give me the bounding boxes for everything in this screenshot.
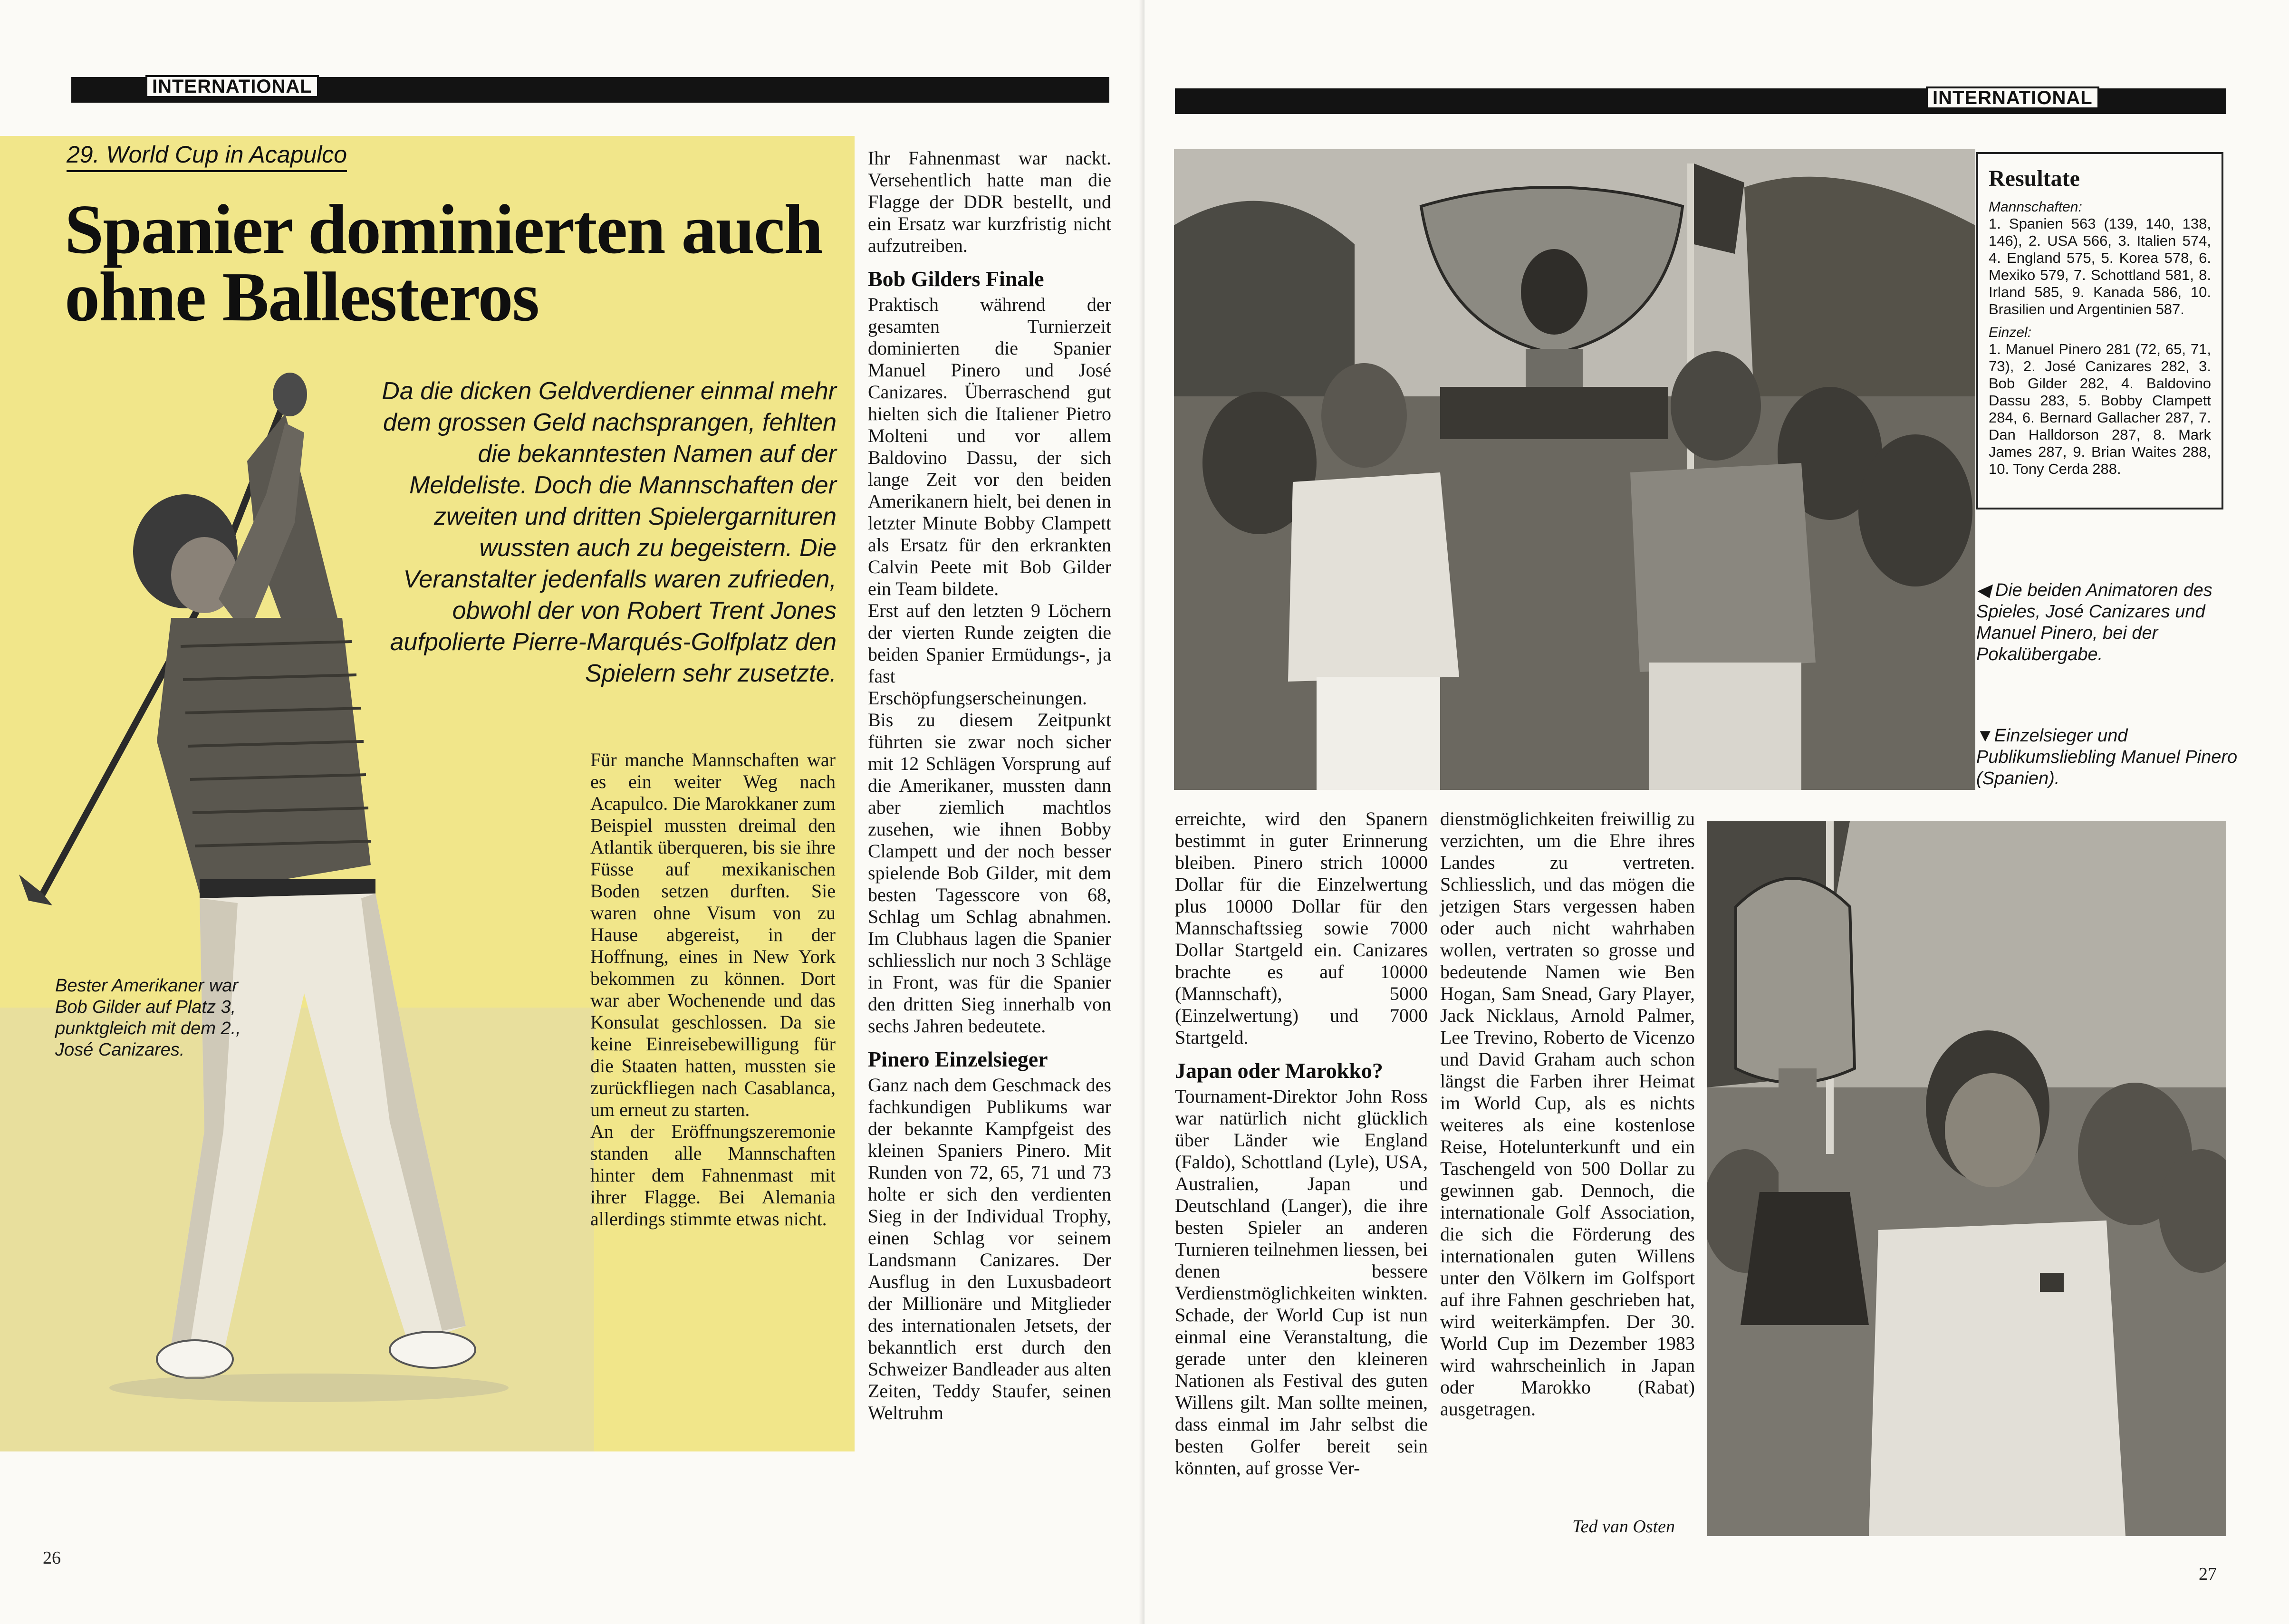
- right-column-1: [1175, 808, 1428, 1479]
- section-tag: INTERNATIONAL: [145, 75, 319, 98]
- right-page: [1144, 0, 2289, 1624]
- photo-caption-left: Bester Amerikaner war Bob Gilder auf Platz 3, punktgleich mit dem 2., José Canizares.: [55, 976, 241, 1060]
- paragraph: Ihr Fahnenmast war nackt. Versehentlich hatte man die Flagge der DDR bestellt, und ein Ersatz war kurzfristig nicht aufzutreiben.: [868, 147, 1111, 256]
- paragraph: Praktisch während der gesamten Turnierzeit dominierten die Spanier Manuel Pinero und José Canizares. Überraschend gut hielten sich die Italiener Pietro Molteni und vor allem Baldovino Dassu, der sich lange Zeit vor den beiden Amerikanern hielt, bei denen in letzter Minute Bobby Clampett als Ersatz für den erkrankten Calvin Peete mit Bob Gilder ein Team bildete.: [868, 294, 1111, 599]
- paragraph: Für manche Mannschaften war es ein weiter Weg nach Acapulco. Die Marokkaner zum Beispiel mussten dreimal den Atlantik überqueren, bis sie ihre Füsse auf mexikanischen Boden setzen durften. Sie waren ohne Visum von zu Hause abgereist, in der Hoffnung, eines in New York bekommen zu können. Dort war aber Wochenende und das Konsulat geschlossen. Da sie keine Einreisebewilligung für die Staaten hatten, mussten sie zurückfliegen nach Casablanca, um erneut zu starten.: [590, 749, 836, 1120]
- single-label: Einzel:: [1989, 325, 2032, 340]
- trophy-presentation-photo: [1174, 149, 1975, 790]
- single-results: 1. Manuel Pinero 281 (72, 65, 71, 73), 2. José Canizares 282, 3. Bob Gilder 282, 4. Baldovino Dassu 283, 5. Bobby Clampett 284, 6. Bernard Gallacher 287, 7. Dan Halldorson 287, 8. Mark James 287, 9. Brian Waites 288, 10. Tony Cerda 288.: [1989, 341, 2211, 477]
- subhead: Japan oder Marokko?: [1175, 1058, 1383, 1083]
- teams-results: 1. Spanien 563 (139, 140, 138, 146), 2. USA 566, 3. Italien 574, 4. England 575, 5. Korea 578, 6. Mexiko 579, 7. Schottland 581, 8. Irland 585, 9. Kanada 586, 10. Brasilien und Argentinien 587.: [1989, 215, 2211, 317]
- caption-trophy: ◀ Die beiden Animatoren des Spieles, José Canizares und Manuel Pinero, bei der Pokalübergabe.: [1976, 580, 2212, 664]
- left-column: [590, 749, 836, 1230]
- results-title: Resultate: [1989, 166, 2080, 191]
- middle-column: [868, 147, 1111, 1424]
- winner-photo: [1707, 821, 2226, 1536]
- paragraph: Ganz nach dem Geschmack des fachkundigen Publikums war der bekannte Kampfgeist des kleinen Spaniers Pinero. Mit Runden von 72, 65, 71 und 73 holte er sich den verdienten Sieg in der Individual Trophy, einen Schlag vor seinem Landsmann Canizares. Der Ausflug in den Luxusbadeort der Millionäre und Mitglieder des internationalen Jetsets, der bekanntlich erst durch den Schweizer Bandleader aus alten Zeiten, Teddy Staufer, seinen Weltruhm: [868, 1074, 1111, 1423]
- results-box: [1976, 152, 2223, 509]
- trophy-presentation-illustration: [1174, 149, 1975, 790]
- paragraph: erreichte, wird den Spanern bestimmt in guter Erinnerung bleiben. Pinero strich 10000 Dollar für die Einzelwertung plus 10000 Dollar für den Mannschaftssieg sowie 7000 Dollar Startgeld ein. Canizares brachte es auf 10000 (Mannschaft), 5000 (Einzelwertung) und 7000 Startgeld.: [1175, 808, 1428, 1048]
- paragraph: An der Eröffnungszeremonie standen alle Mannschaften hinter dem Fahnenmast mit ihrer Flagge. Bei Alemania allerdings stimmte etwas nicht.: [590, 1121, 836, 1230]
- winner-illustration: [1707, 821, 2226, 1536]
- paragraph: Tournament-Direktor John Ross war natürlich nicht glücklich über Länder wie England (Faldo), Schottland (Lyle), USA, Australien, Japan und Deutschland (Langer), die ihre besten Spieler an anderen Turnieren teilnehmen liessen, bei denen bessere Verdienstmöglichkeiten winkten. Schade, der World Cup ist nun einmal eine Veranstaltung, die gerade unter den kleineren Nationen als Festival des guten Willens gilt. Man sollte meinen, dass einmal im Jahr selbst die besten Golfer bereit sein könnten, auf grosse Ver-: [1175, 1086, 1428, 1479]
- lede: Da die dicken Geldverdiener einmal mehr dem grossen Geld nachsprangen, fehlten die bekanntesten Namen auf der Meldeliste. Doch die Mannschaften der zweiten und dritten Spielergarnituren wussten auch zu begeistern. Die Veranstalter jedenfalls waren zufrieden, obwohl der von Robert Trent Jones aufpolierte Pierre-Marqués-Golfplatz den Spielern sehr zusetzte.: [382, 377, 837, 687]
- section-tag: INTERNATIONAL: [1926, 86, 2099, 109]
- paragraph: Erst auf den letzten 9 Löchern der vierten Runde zeigten die beiden Spanier Ermüdungs-, ja fast Erschöpfungserscheinungen. Bis zu diesem Zeitpunkt führten sie zwar noch sicher mit 12 Schlägen Vorsprung auf die Amerikaner, mussten dann aber ziemlich machtlos zusehen, wie ihnen Bobby Clampett und der noch besser spielende Bob Gilder, mit dem besten Tagesscore von 68, Schlag um Schlag abnahmen. Im Clubhaus lagen die Spanier schliesslich nur noch 3 Schläge in Front, was für die Spanier den dritten Sieg innerhalb von sechs Jahren bedeutete.: [868, 600, 1111, 1037]
- teams-label: Mannschaften:: [1989, 199, 2082, 215]
- caption-winner: ▼Einzelsieger und Publikumsliebling Manuel Pinero (Spanien).: [1976, 726, 2238, 788]
- left-page: [0, 0, 1144, 1624]
- kicker: 29. World Cup in Acapulco: [67, 141, 347, 172]
- headline: Spanier dominierten auch ohne Ballesteros: [65, 191, 822, 336]
- right-column-2: [1440, 808, 1695, 1420]
- page-number: 26: [43, 1548, 61, 1568]
- page-number: 27: [2199, 1564, 2217, 1584]
- paragraph: dienstmöglichkeiten freiwillig zu verzichten, um die Ehre ihres Landes zu vertreten. Schliesslich, und das mögen die jetzigen Stars vergessen haben oder auch nicht wahrhaben wollen, vertraten so grosse und bedeutende Namen wie Ben Hogan, Sam Snead, Gary Player, Jack Nicklaus, Arnold Palmer, Lee Trevino, Roberto de Vicenzo und David Graham auch schon längst die Farben ihrer Heimat im World Cup, als es nichts weiteres als eine kostenlose Reise, Hotelunterkunft und ein Taschengeld von 500 Dollar zu gewinnen gab. Dennoch, die internationale Golf Association, die sich die Förderung des internationalen guten Willens unter den Völkern im Golfsport auf ihre Fahnen geschrieben hat, wird weiterkämpfen. Der 30. World Cup im Dezember 1983 wird wahrscheinlich in Japan oder Marokko (Rabat) ausgetragen.: [1440, 808, 1695, 1420]
- subhead: Pinero Einzelsieger: [868, 1047, 1048, 1071]
- subhead: Bob Gilders Finale: [868, 267, 1044, 291]
- author: Ted van Osten: [1572, 1517, 1675, 1537]
